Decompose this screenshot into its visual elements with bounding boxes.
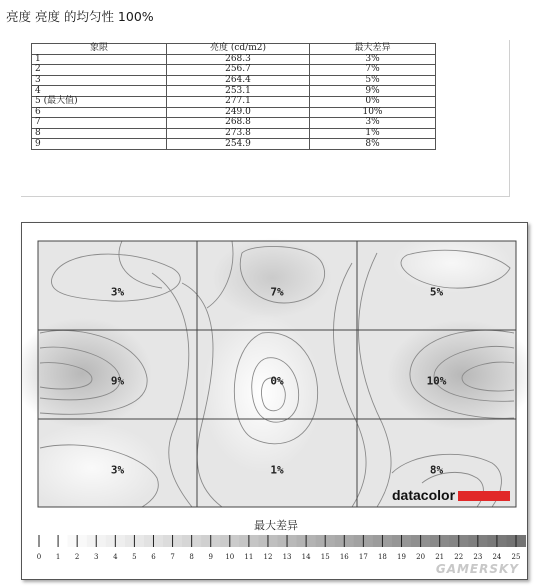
gamersky-watermark: GAMERSKY — [435, 562, 519, 576]
scale-tick-label: 6 — [151, 553, 156, 561]
uniformity-chart — [21, 222, 528, 580]
luminance-cell: 277.1 — [167, 96, 310, 107]
max-diff-cell: 8% — [310, 139, 436, 150]
header-max-diff: 最大差异 — [310, 44, 436, 55]
header-luminance: 亮度 (cd/m2) — [167, 44, 310, 55]
uniformity-heatmap — [22, 223, 527, 579]
scale-tick-label: 15 — [320, 553, 330, 561]
quadrant-value-label: 1% — [270, 463, 284, 477]
quadrant-cell: 4 — [32, 86, 167, 97]
quadrant-value-label: 5% — [429, 285, 444, 299]
luminance-cell: 256.7 — [167, 65, 310, 76]
scale-title: 最大差异 — [254, 519, 298, 532]
scale-tick-label: 24 — [492, 553, 502, 561]
table-row — [32, 54, 436, 65]
max-diff-cell: 1% — [310, 128, 436, 139]
quadrant-cell: 2 — [32, 65, 167, 76]
page-title: 亮度 亮度 的均匀性 100% — [6, 9, 154, 24]
max-diff-cell: 7% — [310, 65, 436, 76]
quadrant-value-label: 3% — [110, 285, 125, 299]
table-row — [32, 139, 436, 150]
quadrant-value-label: 3% — [110, 463, 125, 477]
quadrant-cell: 3 — [32, 75, 167, 86]
scale-tick-label: 19 — [397, 553, 406, 561]
table-row — [32, 75, 436, 86]
scale-tick-label: 3 — [94, 553, 99, 561]
scale-tick-label: 0 — [36, 553, 42, 561]
scale-tick-label: 20 — [416, 553, 426, 561]
quadrant-value-label: 10% — [426, 374, 447, 388]
max-diff-cell: 3% — [310, 118, 436, 129]
scale-tick-label: 25 — [511, 553, 521, 561]
header-quadrant: 象限 — [32, 44, 167, 55]
scale-tick-label: 7 — [170, 553, 175, 561]
color-scale — [37, 535, 526, 561]
scale-tick-label: 1 — [55, 553, 61, 561]
scale-tick-label: 10 — [225, 553, 235, 561]
max-diff-cell: 9% — [310, 86, 436, 97]
max-diff-cell: 5% — [310, 75, 436, 86]
scale-tick-label: 8 — [189, 553, 194, 561]
scale-tick-label: 23 — [473, 553, 483, 561]
table-header-row — [32, 44, 436, 55]
max-diff-cell: 10% — [310, 107, 436, 118]
table-row — [32, 86, 436, 97]
scale-tick-label: 12 — [263, 553, 273, 561]
scale-tick-label: 17 — [358, 553, 368, 561]
max-diff-cell: 3% — [310, 54, 436, 65]
table-row — [32, 107, 436, 118]
scale-tick-label: 4 — [113, 553, 118, 561]
scale-tick-label: 5 — [132, 553, 137, 561]
uniformity-table — [31, 43, 436, 150]
scale-tick-label: 22 — [454, 553, 464, 561]
scale-tick-label: 11 — [244, 553, 254, 561]
quadrant-value-label: 8% — [429, 463, 444, 477]
table-row — [32, 118, 436, 129]
luminance-cell: 249.0 — [167, 107, 310, 118]
scale-tick-label: 16 — [339, 553, 349, 561]
quadrant-cell: 6 — [32, 107, 167, 118]
luminance-cell: 268.8 — [167, 118, 310, 129]
datacolor-brand-text: datacolor — [392, 487, 456, 503]
table-panel — [21, 40, 510, 197]
scale-tick-label: 18 — [377, 553, 387, 561]
max-diff-cell: 0% — [310, 96, 436, 107]
datacolor-red-bar — [458, 491, 510, 501]
scale-tick-label: 2 — [74, 553, 80, 561]
scale-tick-label: 14 — [301, 553, 311, 561]
luminance-cell: 254.9 — [167, 139, 310, 150]
luminance-cell: 268.3 — [167, 54, 310, 65]
scale-tick-label: 9 — [208, 553, 213, 561]
scale-tick-label: 13 — [282, 553, 292, 561]
luminance-cell: 264.4 — [167, 75, 310, 86]
luminance-cell: 273.8 — [167, 128, 310, 139]
quadrant-cell: 1 — [32, 54, 167, 65]
quadrant-cell: 8 — [32, 128, 167, 139]
scale-tick-label: 21 — [435, 553, 445, 561]
quadrant-cell: 9 — [32, 139, 167, 150]
quadrant-cell: 5 (最大值) — [32, 96, 167, 107]
quadrant-value-label: 0% — [270, 374, 284, 388]
table-row — [32, 65, 436, 76]
table-row — [32, 96, 436, 107]
quadrant-value-label: 7% — [270, 285, 284, 299]
luminance-cell: 253.1 — [167, 86, 310, 97]
quadrant-cell: 7 — [32, 118, 167, 129]
quadrant-value-label: 9% — [110, 374, 125, 388]
table-row — [32, 128, 436, 139]
